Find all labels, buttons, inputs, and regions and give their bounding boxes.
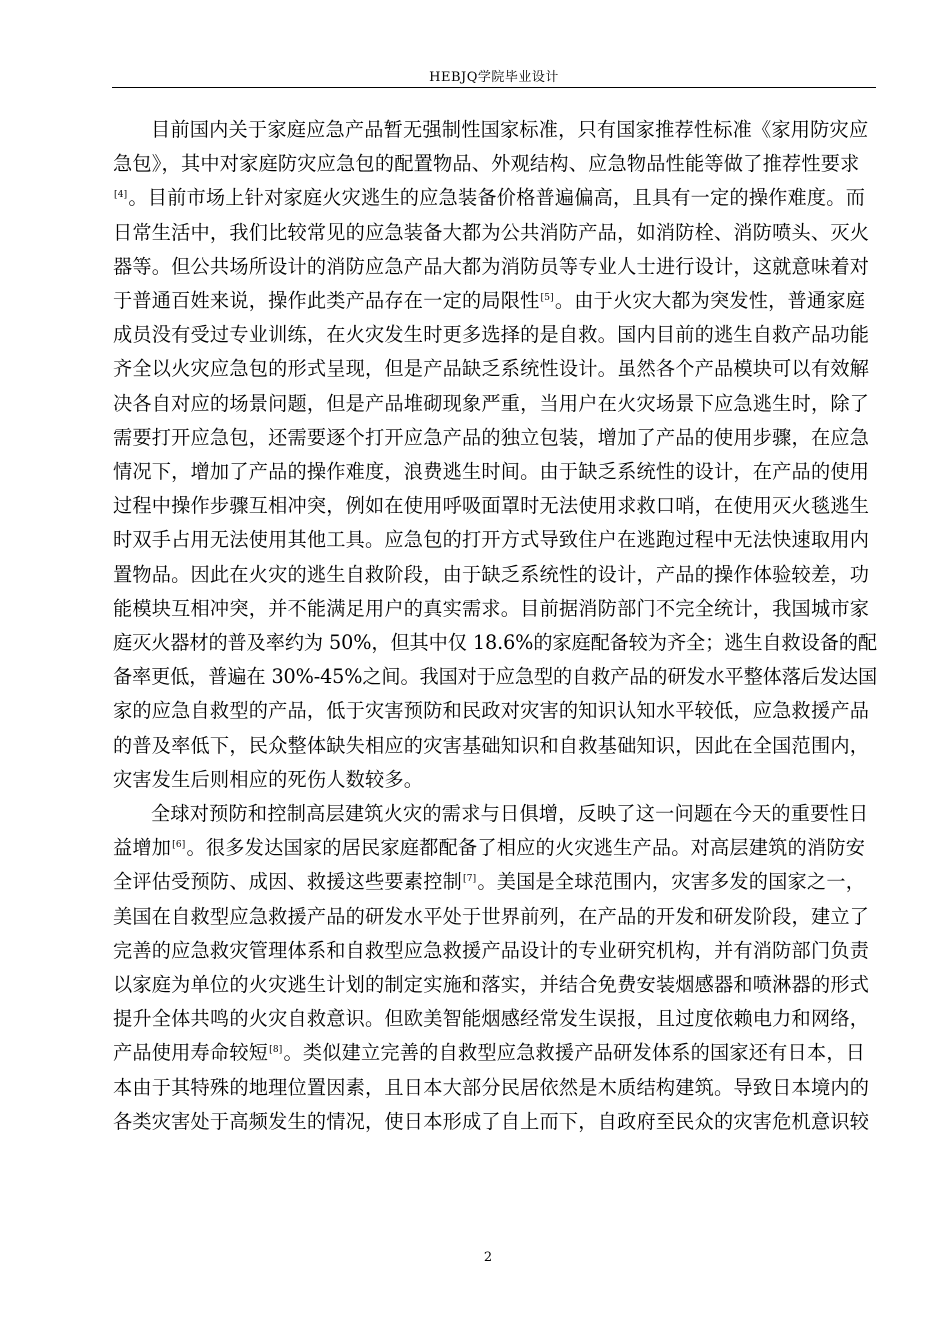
text-run: 时双手占用无法使用其他工具。应急包的打开方式导致住户在逃跑过程中无法快速取用内 — [113, 528, 870, 552]
text-line — [113, 831, 877, 865]
text-line — [113, 934, 877, 968]
text-run: 置物品。因此在火灾的逃生自救阶段，由于缺乏系统性的设计，产品的操作体验较差，功 — [113, 562, 870, 586]
text-run: 全评估受预防、成因、救援这些要素控制 — [113, 870, 462, 894]
text-run: 成员没有受过专业训练，在火灾发生时更多选择的是自救。国内目前的逃生自救产品功能 — [113, 323, 870, 347]
text-line — [113, 660, 877, 694]
text-line — [113, 421, 877, 455]
citation-ref: [4] — [114, 190, 128, 201]
citation-ref: [7] — [462, 874, 477, 885]
text-line — [113, 250, 877, 284]
text-run: 益增加 — [113, 836, 172, 860]
text-line — [113, 1105, 877, 1139]
text-line — [113, 216, 877, 250]
text-line — [113, 318, 877, 352]
text-line — [113, 1002, 877, 1036]
document-body — [113, 113, 877, 1139]
text-line — [113, 626, 877, 660]
text-run: 产品使用寿命较短 — [113, 1041, 269, 1065]
text-run: 过程中操作步骤互相冲突，例如在使用呼吸面罩时无法使用求救口哨，在使用灭火毯逃生 — [113, 494, 870, 518]
text-run: 急包》，其中对家庭防灾应急包的配置物品、外观结构、应急物品性能等做了推荐性要求 — [113, 152, 860, 176]
text-run: 需要打开应急包，还需要逐个打开应急产品的独立包装，增加了产品的使用步骤，在应急 — [113, 425, 870, 449]
text-line — [113, 865, 877, 899]
text-run: 。美国是全球范围内，灾害多发的国家之一， — [477, 870, 866, 894]
text-run: 完善的应急救灾管理体系和自救型应急救援产品设计的专业研究机构，并有消防部门负责 — [113, 938, 870, 962]
paragraph — [113, 113, 877, 797]
citation-ref: [5] — [540, 293, 554, 304]
header-rule — [112, 87, 876, 88]
text-run: 本由于其特殊的地理位置因素，且日本大部分民居依然是木质结构建筑。导致日本境内的 — [113, 1075, 870, 1099]
text-line — [113, 455, 877, 489]
text-line — [113, 523, 877, 557]
page-number: 2 — [483, 1250, 493, 1265]
text-run: 全球对预防和控制高层建筑火灾的需求与日俱增，反映了这一问题在今天的重要性日 — [151, 802, 869, 826]
text-run: 以家庭为单位的火灾逃生计划的制定实施和落实，并结合免费安装烟感器和喷淋器的形式 — [113, 973, 870, 997]
text-line — [113, 592, 877, 626]
text-run: 。由于火灾大都为突发性，普通家庭 — [554, 289, 866, 313]
text-run: 日常生活中，我们比较常见的应急装备大都为公共消防产品，如消防栓、消防喷头、灭火 — [113, 220, 870, 244]
paragraph — [113, 797, 877, 1139]
text-run: 于普通百姓来说，操作此类产品存在一定的局限性 — [113, 289, 540, 313]
text-line — [113, 1071, 877, 1105]
text-run: 目前国内关于家庭应急产品暂无强制性国家标准，只有国家推荐性标准《家用防灾应 — [151, 118, 869, 141]
text-line — [113, 1036, 877, 1070]
text-line — [113, 147, 877, 181]
text-run: 备率更低，普遍在 30%-45%之间。我国对于应急型的自救产品的研发水平整体落后发达国 — [113, 665, 878, 689]
text-run: 庭灭火器材的普及率约为 50%，但其中仅 18.6%的家庭配备较为齐全；逃生自救设备的配 — [113, 631, 877, 655]
text-run: 提升全体共鸣的火灾自救意识。但欧美智能烟感经常发生误报，且过度依赖电力和网络， — [113, 1007, 870, 1031]
text-run: 的普及率低下，民众整体缺失相应的灾害基础知识和自救基础知识，因此在全国范围内， — [113, 733, 870, 757]
text-run: 能模块互相冲突，并不能满足用户的真实需求。目前据消防部门不完全统计，我国城市家 — [113, 596, 870, 620]
text-line — [113, 797, 877, 831]
text-line — [113, 900, 877, 934]
citation-ref: [6] — [172, 840, 186, 851]
text-run: 灾害发生后则相应的死伤人数较多。 — [113, 767, 424, 791]
text-line — [113, 558, 877, 592]
text-run: 家的应急自救型的产品，低于灾害预防和民政对灾害的知识认知水平较低，应急救援产品 — [113, 699, 870, 723]
text-line — [113, 113, 877, 147]
text-run: 决各自对应的场景问题，但是产品堆砌现象严重，当用户在火灾场景下应急逃生时，除了 — [113, 391, 870, 415]
text-run: 美国在自救型应急救援产品的研发水平处于世界前列，在产品的开发和研发阶段，建立了 — [113, 904, 870, 928]
text-line — [113, 284, 877, 318]
text-run: 各类灾害处于高频发生的情况，使日本形成了自上而下，自政府至民众的灾害危机意识较 — [113, 1109, 870, 1133]
text-line — [113, 968, 877, 1002]
text-run: 。很多发达国家的居民家庭都配备了相应的火灾逃生产品。对高层建筑的消防安 — [186, 836, 866, 860]
page-header: HEBJQ学院毕业设计 — [429, 70, 559, 85]
text-run: 情况下，增加了产品的操作难度，浪费逃生时间。由于缺乏系统性的设计，在产品的使用 — [113, 460, 870, 484]
text-run: 齐全以火灾应急包的形式呈现，但是产品缺乏系统性设计。虽然各个产品模块可以有效解 — [113, 357, 870, 381]
text-line — [113, 181, 877, 215]
text-line — [113, 694, 877, 728]
text-line — [113, 387, 877, 421]
text-run: 。类似建立完善的自救型应急救援产品研发体系的国家还有日本，日 — [283, 1041, 866, 1065]
text-line — [113, 352, 877, 386]
text-line — [113, 489, 877, 523]
text-run: 器等。但公共场所设计的消防应急产品大都为消防员等专业人士进行设计，这就意味着对 — [113, 254, 870, 278]
text-run: 。目前市场上针对家庭火灾逃生的应急装备价格普遍偏高，且具有一定的操作难度。而 — [128, 186, 866, 210]
text-line — [113, 763, 877, 797]
citation-ref: [8] — [269, 1045, 283, 1056]
text-line — [113, 729, 877, 763]
